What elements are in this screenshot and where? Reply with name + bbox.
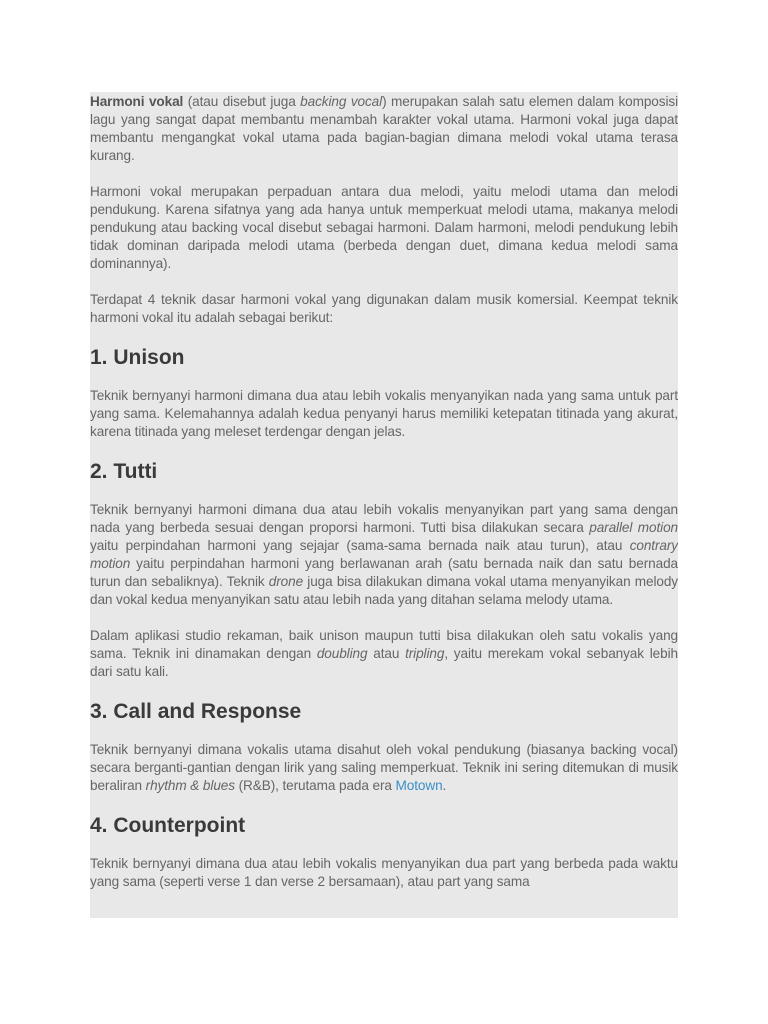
unison-body: Teknik bernyanyi harmoni dimana dua atau lebih vokalis menyanyikan nada yang sama untuk part yang sama. Kelemahannya adalah kedua penyanyi harus memiliki ketepatan titinada yang akurat, karena titinada yang meleset terdengar dengan jelas. (90, 388, 678, 439)
term-harmoni-vokal: Harmoni vokal (90, 94, 184, 109)
term-rhythm-blues: rhythm & blues (145, 778, 235, 793)
heading-call-and-response: 3. Call and Response (90, 700, 302, 723)
tutti-p1-a: Teknik bernyanyi harmoni dimana dua atau lebih vokalis menyanyikan part yang sama dengan nada yang berbeda sesuai dengan proporsi harmoni. Tutti bisa dilakukan secara (90, 502, 678, 535)
tutti-p1-b: yaitu perpindahan harmoni yang sejajar (sama-sama bernada naik atau turun), atau (90, 538, 630, 553)
term-drone: drone (268, 574, 304, 589)
document-page (90, 92, 678, 918)
paragraph-2: Harmoni vokal merupakan perpaduan antara dua melodi, yaitu melodi utama dan melodi pendukung. Karena sifatnya yang ada hanya untuk memperkuat melodi utama, makanya melodi pendukung atau backing vocal disebut sebagai harmoni. Dalam harmoni, melodi pendukung lebih tidak dominan daripada melodi utama (berbeda dengan duet, dimana kedua melodi sama dominannya). (90, 184, 678, 271)
term-contrary-motion: contrary motion (90, 538, 678, 571)
motown-link[interactable]: Motown (395, 778, 443, 793)
heading-unison: 1. Unison (90, 346, 185, 369)
counterpoint-body: Teknik bernyanyi dimana dua atau lebih vokalis menyanyikan dua part yang berbeda pada waktu yang sama (seperti verse 1 dan verse 2 bersamaan), atau part yang sama (90, 856, 678, 889)
term-parallel-motion: parallel motion (589, 520, 678, 535)
tutti-p1-d: juga bisa dilakukan dimana vokal utama menyanyikan melody dan vokal kedua menyanyikan satu atau lebih nada yang ditahan selama melody utama. (90, 574, 678, 607)
tutti-p2-a: Dalam aplikasi studio rekaman, baik unison maupun tutti bisa dilakukan oleh satu vokalis yang sama. Teknik ini dinamakan dengan (90, 628, 678, 661)
heading-tutti: 2. Tutti (90, 460, 158, 483)
call-response-b: (R&B), terutama pada era (234, 778, 396, 793)
call-response-c: . (442, 778, 447, 793)
call-response-body (90, 741, 678, 795)
term-doubling: doubling (316, 646, 368, 661)
tutti-p2-c: , yaitu merekam vokal sebanyak lebih dari satu kali. (90, 646, 678, 679)
tutti-p1-c: yaitu perpindahan harmoni yang berlawanan arah (satu bernada naik dan satu bernada turun dan sebaliknya). Teknik (90, 556, 678, 589)
term-backing-vocal: backing vocal (300, 94, 383, 109)
intro-paragraph (90, 93, 678, 165)
paragraph-3: Terdapat 4 teknik dasar harmoni vokal yang digunakan dalam musik komersial. Keempat teknik harmoni vokal itu adalah sebagai berikut: (90, 292, 678, 325)
heading-counterpoint: 4. Counterpoint (90, 814, 246, 837)
call-response-a: Teknik bernyanyi dimana vokalis utama disahut oleh vokal pendukung (biasanya backing vocal) secara berganti-gantian dengan lirik yang saling memperkuat. Teknik ini sering ditemukan di musik beraliran (90, 742, 678, 793)
intro-text-a: (atau disebut juga (183, 94, 301, 109)
tutti-paragraph-2 (90, 627, 678, 681)
tutti-paragraph-1 (90, 501, 678, 609)
term-tripling: tripling (405, 646, 445, 661)
tutti-p2-b: atau (367, 646, 406, 661)
intro-text-b: ) merupakan salah satu elemen dalam komposisi lagu yang sangat dapat membantu menambah karakter vokal utama. Harmoni vokal juga dapat membantu mengangkat vokal utama pada bagian-bagian dimana melodi vokal utama terasa kurang. (90, 94, 678, 163)
